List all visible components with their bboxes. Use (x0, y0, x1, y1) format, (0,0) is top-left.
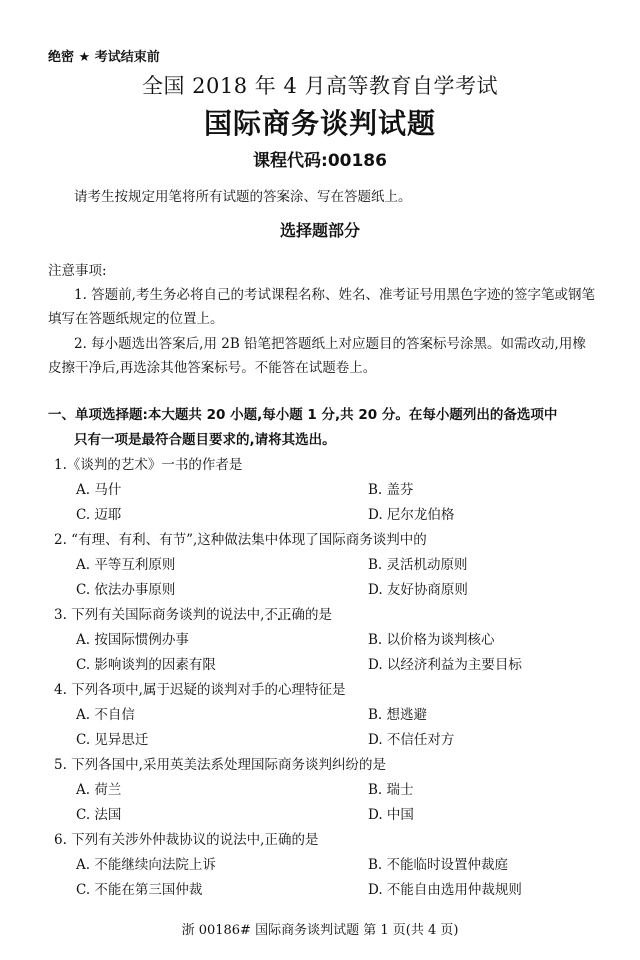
option-a: A. 马什 (76, 482, 122, 498)
notes-heading: 注意事项: (48, 263, 107, 279)
option-d: D. 以经济利益为主要目标 (368, 657, 522, 673)
option-c: C. 见异思迁 (76, 732, 149, 748)
part-one-heading-line-2: 只有一项是最符合题目要求的,请将其选出。 (74, 432, 336, 448)
question-stem: 2. “有理、有利、有节”,这种做法集中体现了国际商务谈判中的 (54, 532, 427, 548)
section-heading: 选择题部分 (279, 221, 360, 240)
option-d: D. 不能自由选用仲裁规则 (368, 882, 522, 898)
answer-instruction: 请考生按规定用笔将所有试题的答案涂、写在答题纸上。 (74, 189, 412, 205)
option-b: B. 想逃避 (368, 707, 428, 723)
course-code: 课程代码:00186 (253, 151, 387, 171)
question-stem: 4. 下列各项中,属于迟疑的谈判对手的心理特征是 (54, 682, 346, 698)
option-a: A. 不能继续向法院上诉 (76, 857, 216, 873)
question-stem (54, 603, 332, 623)
option-c: C. 不能在第三国仲裁 (76, 882, 203, 898)
option-d: D. 友好协商原则 (368, 582, 468, 598)
note-2-line-2: 皮擦干净后,再选涂其他答案标号。不能答在试题卷上。 (48, 360, 377, 376)
option-a: A. 按国际惯例办事 (76, 632, 189, 648)
part-one-heading-line-1: 一、单项选择题:本大题共 20 小题,每小题 1 分,共 20 分。在每小题列出的备选项中 (48, 407, 558, 423)
question-stem-prefix: 3. 下列有关国际商务谈判的说法中, (54, 607, 265, 623)
option-d: D. 尼尔龙伯格 (368, 507, 455, 523)
question-stem: 1.《谈判的艺术》一书的作者是 (54, 457, 243, 473)
option-c: C. 迈耶 (76, 507, 122, 523)
page-footer: 浙 00186# 国际商务谈判试题 第 1 页(共 4 页) (181, 923, 459, 938)
question-stem: 6. 下列有关涉外仲裁协议的说法中,正确的是 (54, 832, 319, 848)
option-b: B. 不能临时设置仲裁庭 (368, 857, 509, 873)
question-stem: 5. 下列各国中,采用英美法系处理国际商务谈判纠纷的是 (54, 757, 386, 773)
option-b: B. 盖芬 (368, 482, 414, 498)
option-c: C. 法国 (76, 807, 122, 823)
option-c: C. 影响谈判的因素有限 (76, 657, 216, 673)
option-a: A. 不自信 (76, 707, 135, 723)
option-b: B. 灵活机动原则 (368, 557, 468, 573)
option-c: C. 依法办事原则 (76, 582, 176, 598)
note-2-line-1: 2. 每小题选出答案后,用 2B 铅笔把答题纸上对应题目的答案标号涂黑。如需改动,用橡 (74, 336, 586, 352)
emphasis-dots: 不正确 • • • (264, 603, 305, 623)
option-d: D. 不信任对方 (368, 732, 455, 748)
option-d: D. 中国 (368, 807, 414, 823)
exam-title: 全国 2018 年 4 月高等教育自学考试 (141, 74, 498, 98)
option-b: B. 瑞士 (368, 782, 414, 798)
option-b: B. 以价格为谈判核心 (368, 632, 495, 648)
note-1-line-2: 填写在答题纸规定的位置上。 (48, 311, 224, 327)
option-a: A. 平等互利原则 (76, 557, 176, 573)
option-a: A. 荷兰 (76, 782, 122, 798)
paper-title: 国际商务谈判试题 (203, 107, 436, 140)
question-stem-suffix: 的是 (304, 607, 332, 623)
note-1-line-1: 1. 答题前,考生务必将自己的考试课程名称、姓名、准考证号用黑色字迹的签字笔或钢笔 (74, 287, 595, 303)
confidential-mark: 绝密 ★ 考试结束前 (48, 50, 160, 65)
